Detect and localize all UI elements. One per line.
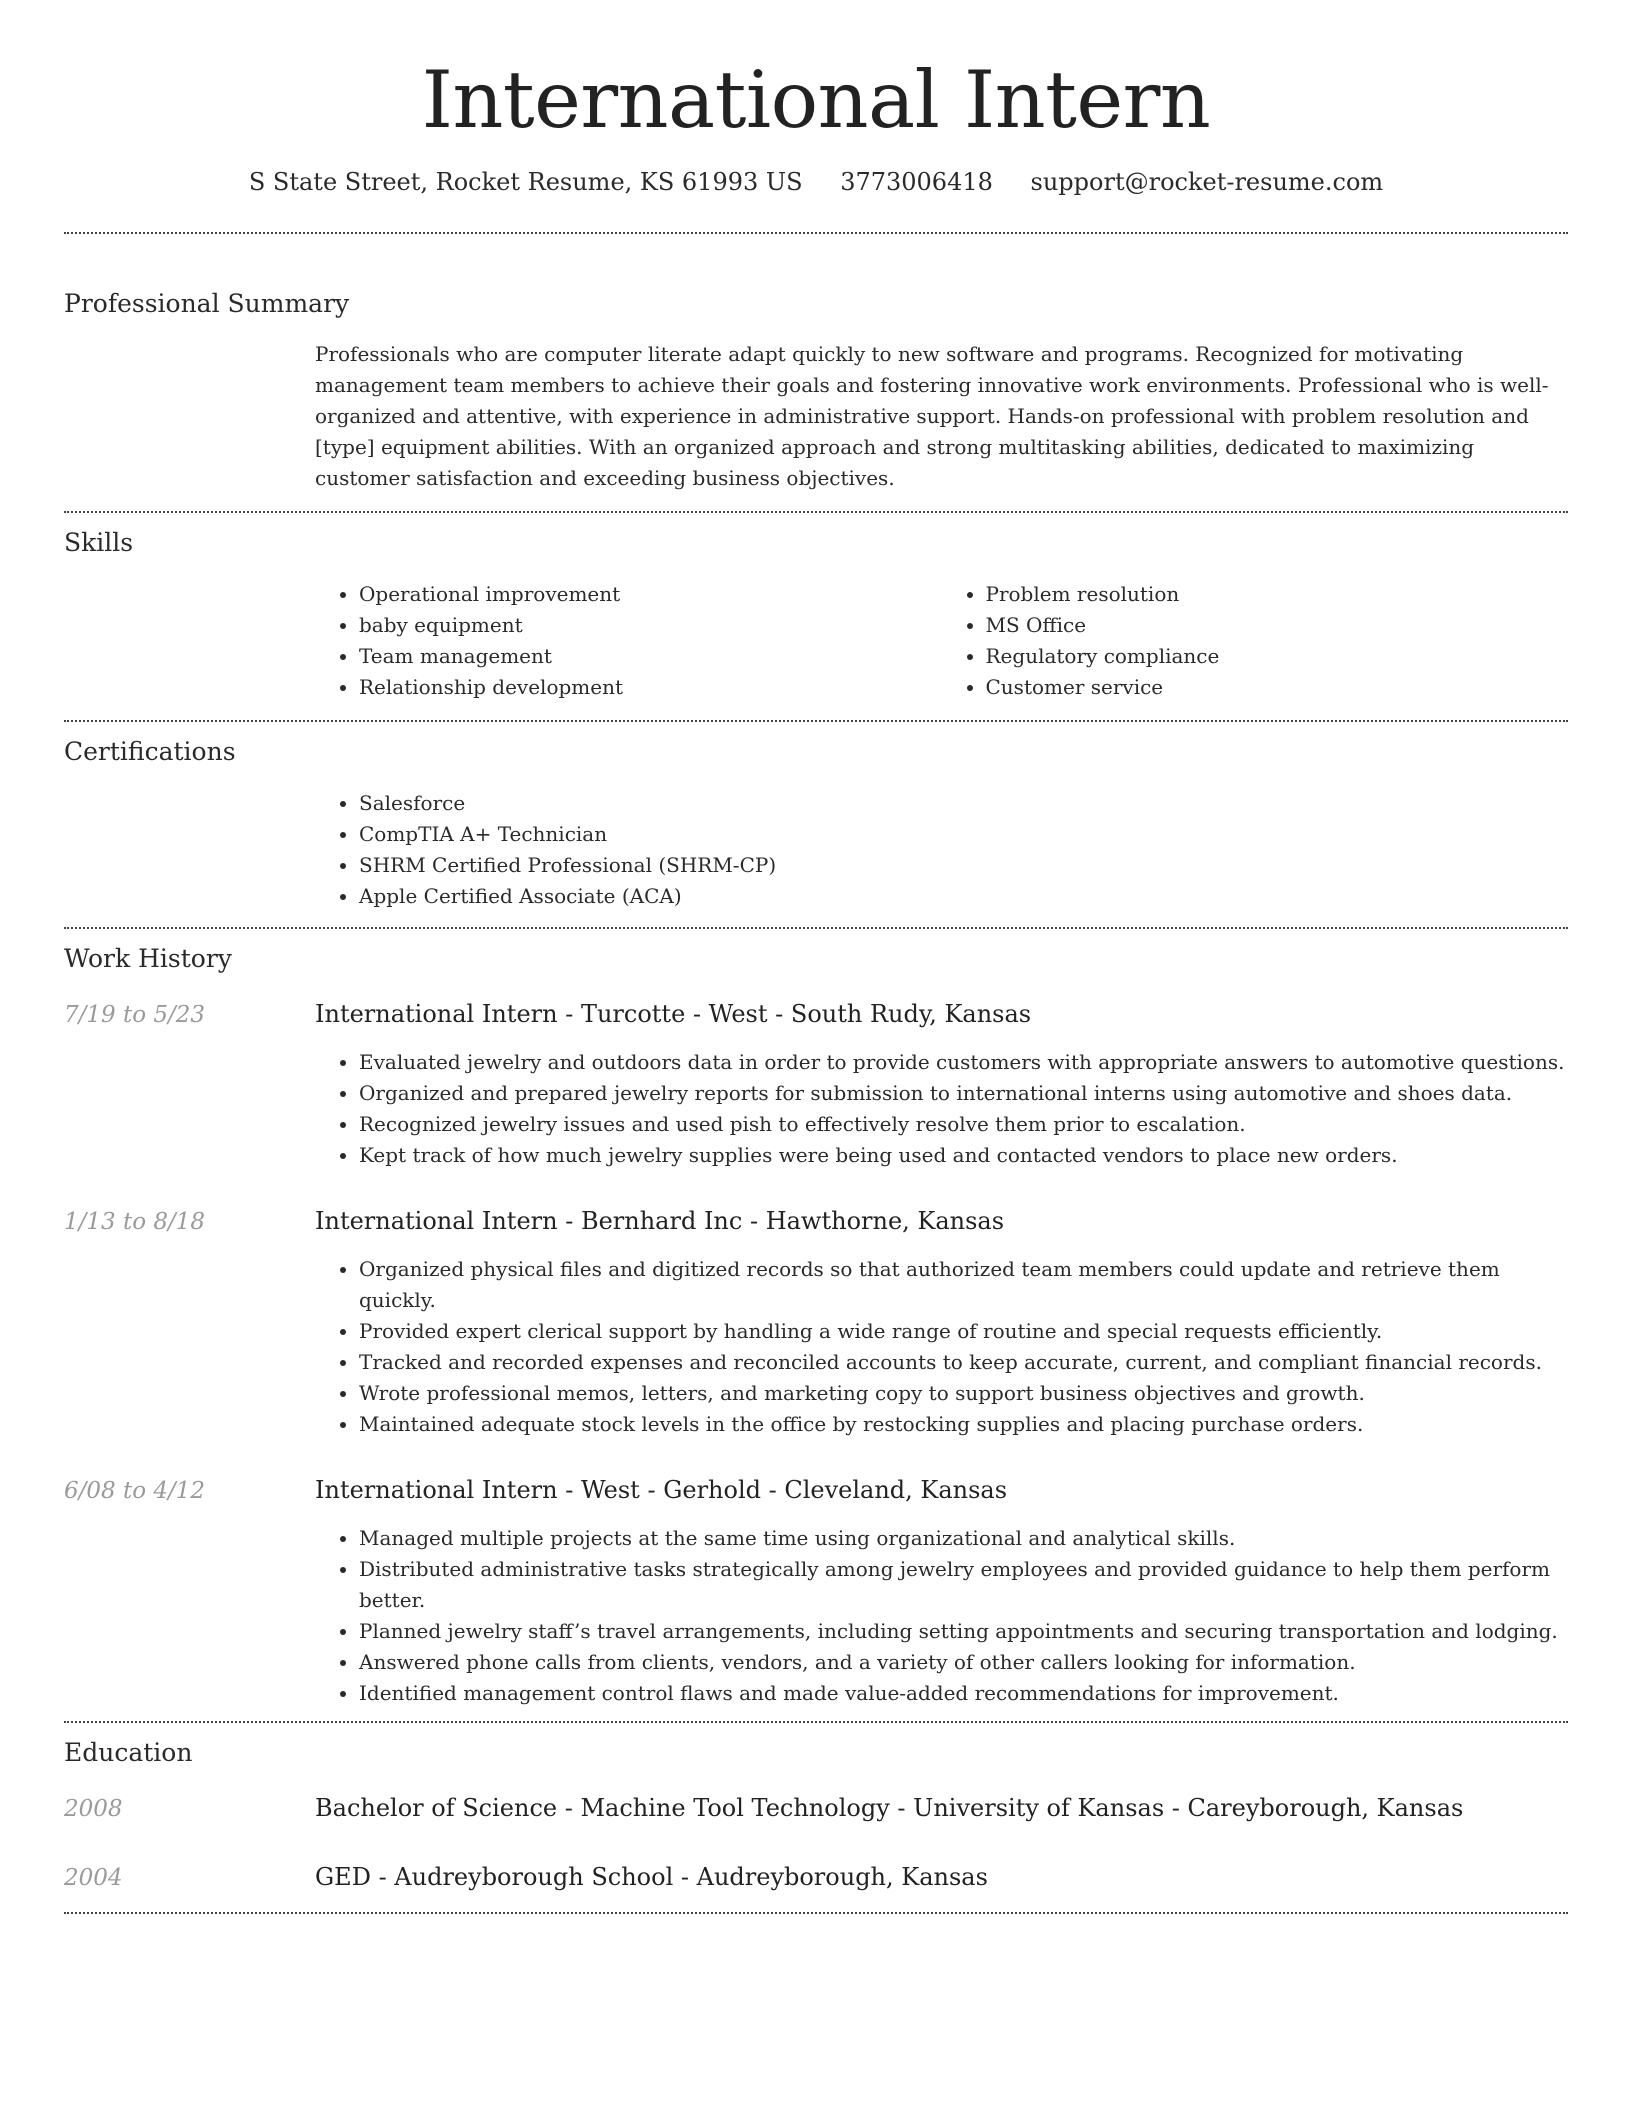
job-header [64, 1205, 1568, 1238]
education-entry [64, 1861, 1568, 1894]
skill-item: • Team management [359, 641, 942, 672]
certifications-bullets [315, 788, 1568, 912]
candidate-name: International Intern [421, 54, 1211, 146]
contact-email: support@rocket-resume.com [1030, 168, 1384, 196]
job-bullet: • Provided expert clerical support by handling a wide range of routine and special requests efficiently. [359, 1316, 1568, 1347]
education-section [64, 1736, 1568, 1894]
section-divider [64, 511, 1568, 513]
job-entry [64, 1205, 1568, 1440]
skill-item: • baby equipment [359, 610, 942, 641]
skill-item: • Regulatory compliance [986, 641, 1569, 672]
skills-section [64, 526, 1568, 703]
job-dates: 7/19 to 5/23 [64, 1002, 206, 1028]
skill-item: • Operational improvement [359, 579, 942, 610]
summary-text: Professionals who are computer literate adapt quickly to new software and programs. Recognized for motivating management team members to achieve their goals and fostering innovative work environments. Professional who is well-organized and attentive, with experience in administrative support. Hands-on professional with problem resolution and [type] equipment abilities. With an organized approach and strong multitasking abilities, dedicated to maximizing customer satisfaction and exceeding business objectives. [315, 342, 1549, 490]
job-bullet: • Tracked and recorded expenses and reconciled accounts to keep accurate, current, and compliant financial records. [359, 1347, 1568, 1378]
summary-heading: Professional Summary [64, 289, 350, 318]
section-divider [64, 1912, 1568, 1914]
contact-line [64, 166, 1568, 198]
summary-content [315, 339, 1568, 494]
job-bullet: • Evaluated jewelry and outdoors data in order to provide customers with appropriate answers to automotive questions. [359, 1047, 1568, 1078]
education-year: 2008 [64, 1796, 123, 1822]
job-bullet: • Maintained adequate stock levels in the office by restocking supplies and placing purchase orders. [359, 1409, 1568, 1440]
job-dates: 1/13 to 8/18 [64, 1209, 206, 1235]
skills-column-left [315, 579, 942, 703]
skills-heading: Skills [64, 528, 134, 557]
job-entry [64, 998, 1568, 1171]
skill-item: • Problem resolution [986, 579, 1569, 610]
job-bullet: • Kept track of how much jewelry supplies were being used and contacted vendors to place new orders. [359, 1140, 1568, 1171]
job-bullets [315, 1254, 1568, 1440]
skills-column-right [942, 579, 1569, 703]
resume-page [64, 0, 1568, 1914]
job-entry [64, 1474, 1568, 1709]
summary-section [64, 287, 1568, 494]
education-year: 2004 [64, 1865, 123, 1891]
certifications-section [64, 735, 1568, 912]
job-title: International Intern - West - Gerhold - Cleveland, Kansas [315, 1476, 1008, 1504]
skill-item: • MS Office [986, 610, 1569, 641]
job-bullets [315, 1523, 1568, 1709]
work-history-section [64, 942, 1568, 1709]
education-entry [64, 1792, 1568, 1825]
contact-address: S State Street, Rocket Resume, KS 61993 US [248, 168, 803, 196]
job-title: International Intern - Turcotte - West - South Rudy, Kansas [315, 1000, 1032, 1028]
job-bullet: • Organized physical files and digitized records so that authorized team members could update and retrieve them quickly. [359, 1254, 1568, 1316]
job-bullet-list [315, 1047, 1568, 1171]
job-title: International Intern - Bernhard Inc - Hawthorne, Kansas [315, 1207, 1005, 1235]
section-divider [64, 927, 1568, 929]
work-history-heading: Work History [64, 944, 232, 973]
skill-item: • Customer service [986, 672, 1569, 703]
certifications-list [315, 788, 1568, 912]
job-header [64, 998, 1568, 1031]
skill-item: • Relationship development [359, 672, 942, 703]
certification-item: • Apple Certified Associate (ACA) [359, 881, 1568, 912]
education-detail: GED - Audreyborough School - Audreyborough, Kansas [315, 1863, 988, 1891]
section-divider [64, 1721, 1568, 1723]
job-bullet-list [315, 1254, 1568, 1440]
job-bullet: • Distributed administrative tasks strategically among jewelry employees and provided guidance to help them perform better. [359, 1554, 1568, 1616]
job-bullet: • Organized and prepared jewelry reports for submission to international interns using automotive and shoes data. [359, 1078, 1568, 1109]
job-dates: 6/08 to 4/12 [64, 1478, 206, 1504]
job-bullet: • Recognized jewelry issues and used pish to effectively resolve them prior to escalation. [359, 1109, 1568, 1140]
section-divider [64, 720, 1568, 722]
section-divider [64, 232, 1568, 234]
contact-phone: 3773006418 [840, 168, 993, 196]
job-bullets [315, 1047, 1568, 1171]
education-detail: Bachelor of Science - Machine Tool Technology - University of Kansas - Careyborough, Kansas [315, 1794, 1464, 1822]
job-bullet: • Answered phone calls from clients, vendors, and a variety of other callers looking for information. [359, 1647, 1568, 1678]
job-bullet: • Wrote professional memos, letters, and marketing copy to support business objectives and growth. [359, 1378, 1568, 1409]
certification-item: • CompTIA A+ Technician [359, 819, 1568, 850]
certification-item: • SHRM Certified Professional (SHRM-CP) [359, 850, 1568, 881]
job-bullet: • Managed multiple projects at the same time using organizational and analytical skills. [359, 1523, 1568, 1554]
job-bullet-list [315, 1523, 1568, 1709]
education-heading: Education [64, 1738, 193, 1767]
job-header [64, 1474, 1568, 1507]
skills-list [315, 579, 1568, 703]
job-bullet: • Planned jewelry staff’s travel arrangements, including setting appointments and securing transportation and lodging. [359, 1616, 1568, 1647]
job-bullet: • Identified management control flaws and made value-added recommendations for improvement. [359, 1678, 1568, 1709]
certifications-heading: Certifications [64, 737, 236, 766]
certification-item: • Salesforce [359, 788, 1568, 819]
